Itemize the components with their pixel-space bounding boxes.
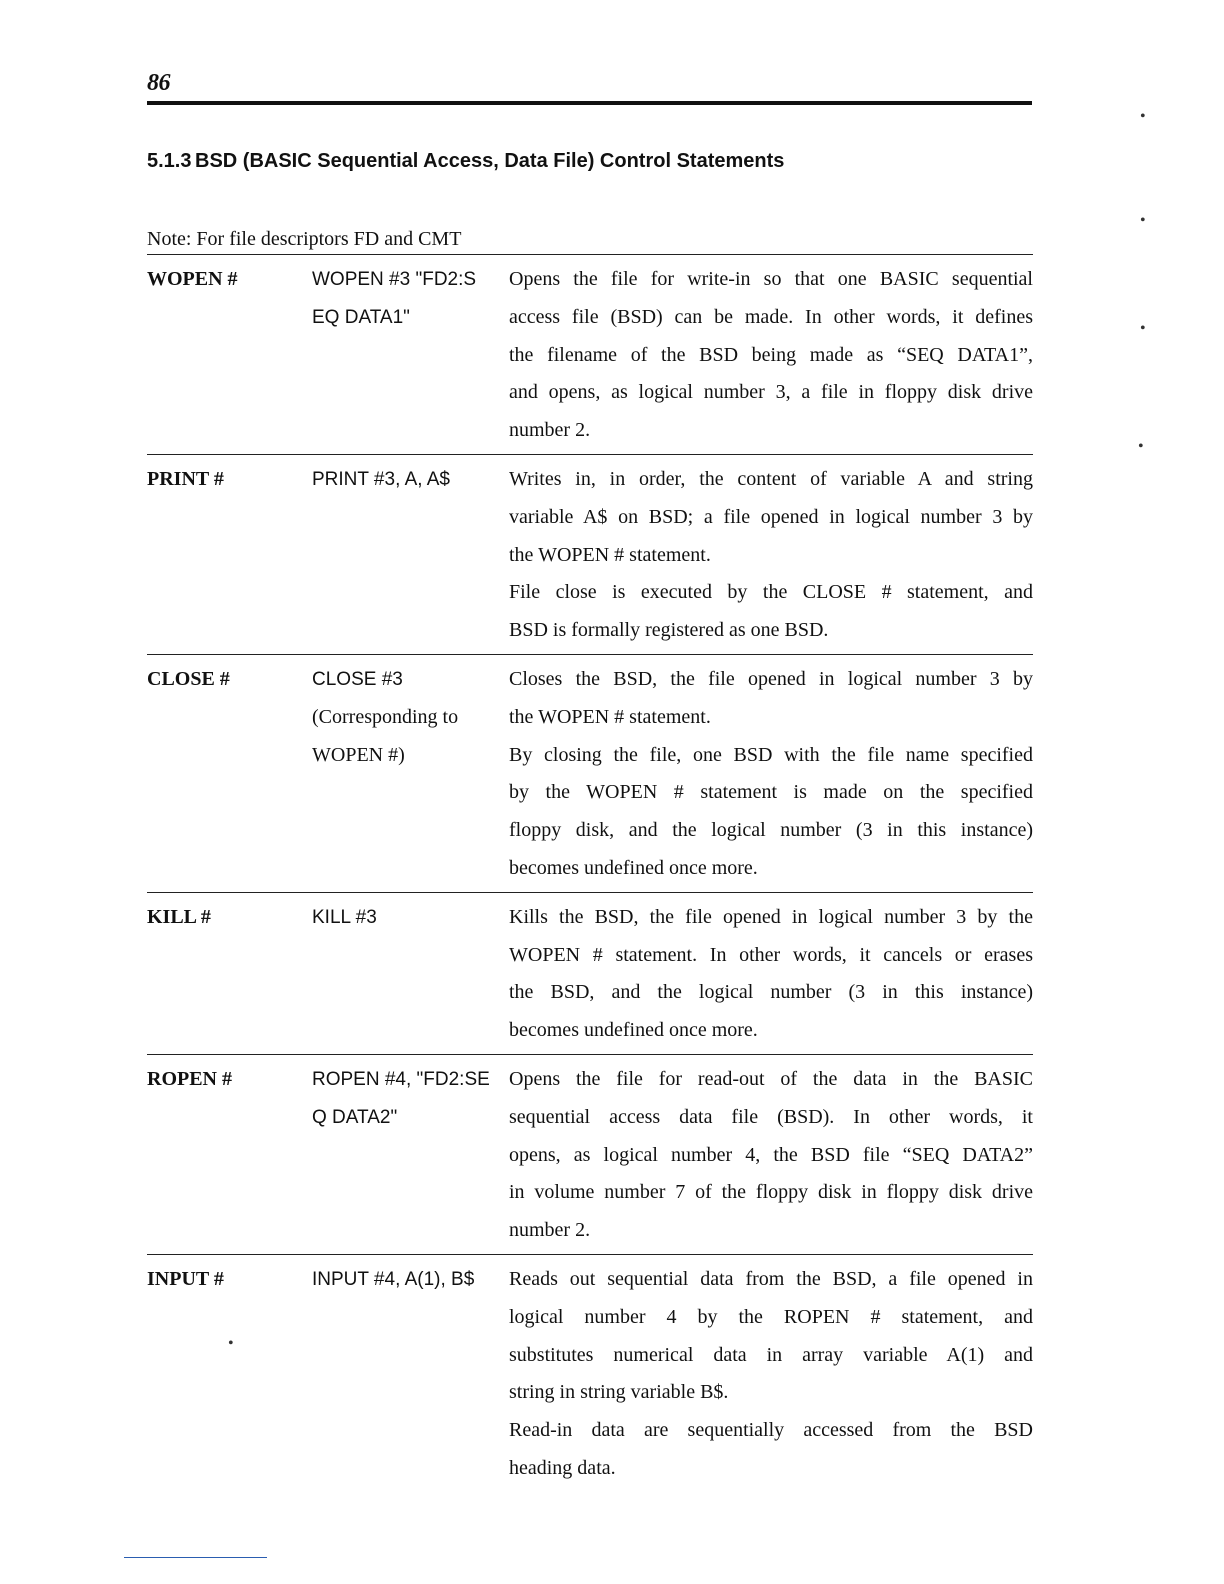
description-line: BSD is formally registered as one BSD.: [509, 619, 829, 642]
command-example: [312, 461, 502, 499]
description-line: By closing the file, one BSD with the file name specified: [509, 743, 1033, 766]
command-description: [509, 899, 1033, 1050]
section-title: BSD (BASIC Sequential Access, Data File) Control Statements: [195, 150, 785, 172]
command-description: [509, 1061, 1033, 1250]
table-row-wopen: [147, 255, 1033, 455]
command-name: INPUT #: [147, 1267, 224, 1290]
description-line: Kills the BSD, the file opened in logical number 3 by the: [509, 905, 1033, 928]
description-line: access file (BSD) can be made. In other words, it defines: [509, 305, 1033, 328]
description-line: number 2.: [509, 1219, 591, 1242]
description-line: by the WOPEN # statement is made on the specified: [509, 781, 1033, 804]
command-example: [312, 261, 502, 337]
command-example: [312, 899, 502, 937]
command-example: [312, 1261, 502, 1299]
description-line: Closes the BSD, the file opened in logical number 3 by: [509, 667, 1033, 690]
description-line: the WOPEN # statement.: [509, 705, 711, 728]
description-line: Reads out sequential data from the BSD, a file opened in: [509, 1267, 1033, 1290]
section-heading: [147, 150, 784, 173]
description-line: File close is executed by the CLOSE # statement, and: [509, 581, 1033, 604]
scan-speck-mark: •: [1138, 438, 1144, 455]
description-line: floppy disk, and the logical number (3 in this instance): [509, 819, 1033, 842]
command-description: [509, 1261, 1033, 1488]
example-line: ROPEN #4, "FD2:SE: [312, 1068, 490, 1090]
description-line: the WOPEN # statement.: [509, 543, 711, 566]
scan-speck-mark: •: [1140, 320, 1146, 337]
example-line: CLOSE #3: [312, 668, 403, 690]
description-line: string in string variable B$.: [509, 1381, 729, 1404]
example-line: (Corresponding to: [312, 705, 459, 728]
scan-speck-mark: •: [228, 1335, 234, 1352]
description-line: heading data.: [509, 1456, 616, 1479]
command-name: PRINT #: [147, 467, 224, 490]
example-line: EQ DATA1": [312, 306, 410, 328]
table-row-close: [147, 655, 1033, 893]
description-line: logical number 4 by the ROPEN # statement, and: [509, 1305, 1033, 1328]
description-line: sequential access data file (BSD). In other words, it: [509, 1105, 1033, 1128]
section-number: 5.1.3: [147, 150, 192, 172]
table-row-ropen: [147, 1055, 1033, 1255]
command-name: CLOSE #: [147, 667, 230, 690]
statement-table: [147, 254, 1033, 1492]
example-line: WOPEN #): [312, 743, 405, 766]
description-line: number 2.: [509, 419, 591, 442]
command-description: [509, 661, 1033, 888]
command-name: KILL #: [147, 905, 211, 928]
description-line: and opens, as logical number 3, a file in floppy disk drive: [509, 381, 1033, 404]
example-line: WOPEN #3 "FD2:S: [312, 269, 477, 290]
description-line: variable A$ on BSD; a file opened in logical number 3 by: [509, 505, 1033, 528]
table-row-kill: [147, 893, 1033, 1055]
description-line: substitutes numerical data in array variable A(1) and: [509, 1343, 1033, 1366]
description-line: in volume number 7 of the floppy disk in floppy disk drive: [509, 1181, 1033, 1204]
command-name: WOPEN #: [147, 268, 238, 290]
scan-speck-mark: •: [1140, 212, 1146, 229]
description-line: Writes in, in order, the content of variable A and string: [509, 467, 1033, 490]
example-line: INPUT #4, A(1), B$: [312, 1268, 475, 1290]
description-line: opens, as logical number 4, the BSD file “SEQ DATA2”: [509, 1143, 1033, 1166]
scan-speck-mark: •: [1140, 108, 1146, 125]
table-row-print: [147, 455, 1033, 655]
description-line: the filename of the BSD being made as “SEQ DATA1”,: [509, 343, 1033, 366]
example-line: PRINT #3, A, A$: [312, 468, 451, 490]
description-line: Opens the file for read-out of the data in the BASIC: [509, 1067, 1033, 1090]
description-line: Read-in data are sequentially accessed from the BSD: [509, 1419, 1033, 1442]
description-line: Opens the file for write-in so that one BASIC sequential: [509, 268, 1033, 290]
description-line: the BSD, and the logical number (3 in this instance): [509, 981, 1033, 1004]
description-line: becomes undefined once more.: [509, 1019, 758, 1042]
example-line: KILL #3: [312, 906, 377, 928]
description-line: WOPEN # statement. In other words, it cancels or erases: [509, 943, 1033, 966]
command-name: ROPEN #: [147, 1067, 232, 1090]
description-line: becomes undefined once more.: [509, 856, 758, 879]
command-description: [509, 461, 1033, 650]
example-line: Q DATA2": [312, 1106, 398, 1128]
header-rule: [147, 101, 1032, 105]
command-description: [509, 261, 1033, 450]
page-number: 86: [147, 70, 170, 96]
command-example: [312, 661, 502, 774]
table-row-input: [147, 1255, 1033, 1492]
table-note: Note: For file descriptors FD and CMT: [147, 228, 462, 250]
footer-rule: [124, 1557, 267, 1558]
command-example: [312, 1061, 502, 1137]
